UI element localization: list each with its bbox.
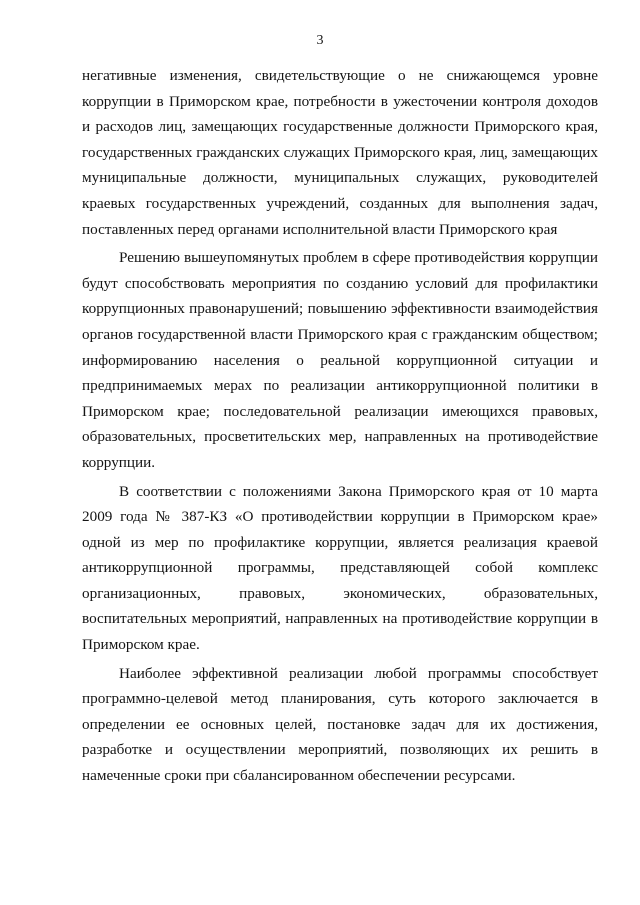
document-body	[82, 63, 598, 789]
paragraph-law-reference: В соответствии с положениями Закона Приморского края от 10 марта 2009 года № 387-КЗ «О противодействии коррупции в Приморском крае» одной из мер по профилактике коррупции, является реализация краевой антикоррупционной программы, представляющей собой комплекс организационных, правовых, экономических, образовательных, воспитательных мероприятий, направленных на противодействие коррупции в Приморском крае.	[82, 482, 598, 654]
paragraph-continuation: негативные изменения, свидетельствующие о не снижающемся уровне коррупции в Приморском крае, потребности в ужесточении контроля доходов и расходов лиц, замещающих государственные должности Приморского края, государственных гражданских служащих Приморского края, лиц, замещающих муниципальные должности, муниципальных служащих, руководителей краевых государственных учреждений, созданных для выполнения задач, поставленных перед органами исполнительной власти Приморского края	[82, 67, 598, 238]
page-number: 3	[316, 33, 324, 48]
paragraph-problem-solutions: Решению вышеупомянутых проблем в сфере противодействия коррупции будут способствовать мероприятия по созданию условий для профилактики коррупционных правонарушений; повышению эффективности взаимодействия органов государственной власти Приморского края с гражданским обществом; информированию населения о реальной коррупционной ситуации и предпринимаемых мерах по реализации антикоррупционной политики в Приморском крае; последовательной реализации имеющихся правовых, образовательных, просветительских мер, направленных на противодействие коррупции.	[82, 249, 598, 471]
paragraph-program-method: Наиболее эффективной реализации любой программы способствует программно-целевой метод планирования, суть которого заключается в определении ее основных целей, постановке задач для их достижения, разработке и осуществлении мероприятий, позволяющих их решить в намеченные сроки при сбалансированном обеспечении ресурсами.	[82, 664, 598, 785]
